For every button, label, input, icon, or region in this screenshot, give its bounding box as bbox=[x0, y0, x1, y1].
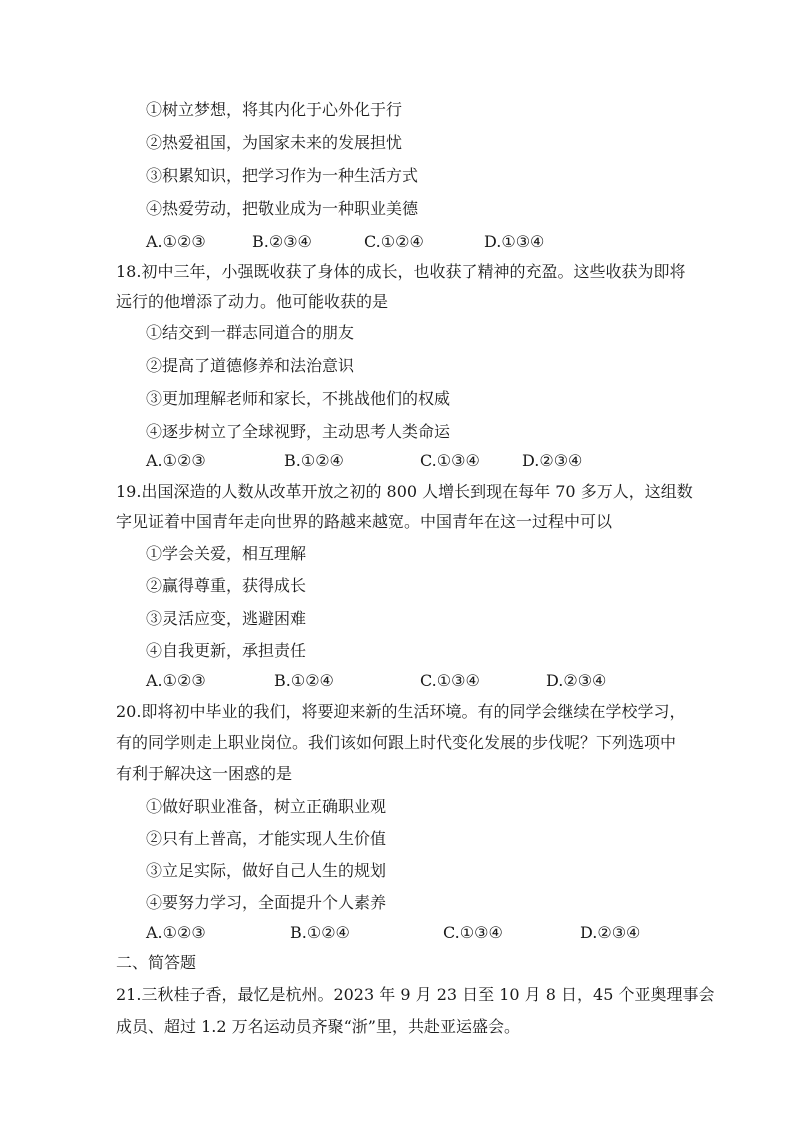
q18-option-3: ③更加理解老师和家长，不挑战他们的权威 bbox=[146, 389, 451, 408]
q20-choice-d: D.②③④ bbox=[580, 923, 641, 942]
q17-option-2: ②热爱祖国，为国家未来的发展担忧 bbox=[146, 133, 403, 152]
q19-stem-line-1: 19.出国深造的人数从改革开放之初的 800 人增长到现在每年 70 多万人，这组数 bbox=[116, 482, 693, 501]
q20-option-1: ①做好职业准备，树立正确职业观 bbox=[146, 797, 387, 816]
q21-stem-line-1: 21.三秋桂子香，最忆是杭州。2023 年 9 月 23 日至 10 月 8 日，45 个亚奥理事会 bbox=[116, 985, 715, 1004]
q20-choice-b: B.①②④ bbox=[290, 923, 350, 942]
q19-choice-a: A.①②③ bbox=[146, 671, 206, 690]
q18-option-4: ④逐步树立了全球视野，主动思考人类命运 bbox=[146, 422, 451, 441]
q17-option-4: ④热爱劳动，把敬业成为一种职业美德 bbox=[146, 199, 419, 218]
q18-stem-line-2: 远行的他增添了动力。他可能收获的是 bbox=[116, 292, 389, 311]
q20-option-3: ③立足实际，做好自己人生的规划 bbox=[146, 861, 387, 880]
q19-option-3: ③灵活应变，逃避困难 bbox=[146, 609, 307, 628]
q20-option-2: ②只有上普高，才能实现人生价值 bbox=[146, 829, 387, 848]
q20-stem-line-2: 有的同学则走上职业岗位。我们该如何跟上时代变化发展的步伐呢？下列选项中 bbox=[116, 733, 677, 752]
q21-stem-line-2: 成员、超过 1.2 万名运动员齐聚“浙”里，共赴亚运盛会。 bbox=[116, 1017, 520, 1036]
q19-choice-d: D.②③④ bbox=[546, 671, 607, 690]
q18-choice-b: B.①②④ bbox=[284, 451, 344, 470]
q20-stem-line-3: 有利于解决这一困惑的是 bbox=[116, 764, 293, 783]
q18-choice-d: D.②③④ bbox=[522, 451, 583, 470]
q19-option-1: ①学会关爱，相互理解 bbox=[146, 544, 307, 563]
q20-stem-line-1: 20.即将初中毕业的我们，将要迎来新的生活环境。有的同学会继续在学校学习， bbox=[116, 702, 686, 721]
q18-option-2: ②提高了道德修养和法治意识 bbox=[146, 356, 355, 375]
q20-choice-c: C.①③④ bbox=[443, 923, 503, 942]
q17-option-3: ③积累知识，把学习作为一种生活方式 bbox=[146, 166, 419, 185]
q19-choice-c: C.①③④ bbox=[420, 671, 480, 690]
q19-option-2: ②赢得尊重，获得成长 bbox=[146, 576, 307, 595]
section-heading-short-answer: 二、简答题 bbox=[116, 953, 197, 972]
q20-option-4: ④要努力学习，全面提升个人素养 bbox=[146, 893, 387, 912]
q17-choice-b: B.②③④ bbox=[252, 232, 312, 251]
q19-stem-line-2: 字见证着中国青年走向世界的路越来越宽。中国青年在这一过程中可以 bbox=[116, 512, 613, 531]
q17-choice-d: D.①③④ bbox=[484, 232, 545, 251]
q17-choice-a: A.①②③ bbox=[146, 232, 206, 251]
q18-choice-c: C.①③④ bbox=[420, 451, 480, 470]
q18-choice-a: A.①②③ bbox=[146, 451, 206, 470]
q18-option-1: ①结交到一群志同道合的朋友 bbox=[146, 323, 355, 342]
q17-choice-c: C.①②④ bbox=[364, 232, 424, 251]
q19-option-4: ④自我更新，承担责任 bbox=[146, 641, 307, 660]
q19-choice-b: B.①②④ bbox=[274, 671, 334, 690]
q18-stem-line-1: 18.初中三年，小强既收获了身体的成长，也收获了精神的充盈。这些收获为即将 bbox=[116, 262, 686, 281]
q20-choice-a: A.①②③ bbox=[146, 923, 206, 942]
q17-option-1: ①树立梦想，将其内化于心外化于行 bbox=[146, 100, 403, 119]
